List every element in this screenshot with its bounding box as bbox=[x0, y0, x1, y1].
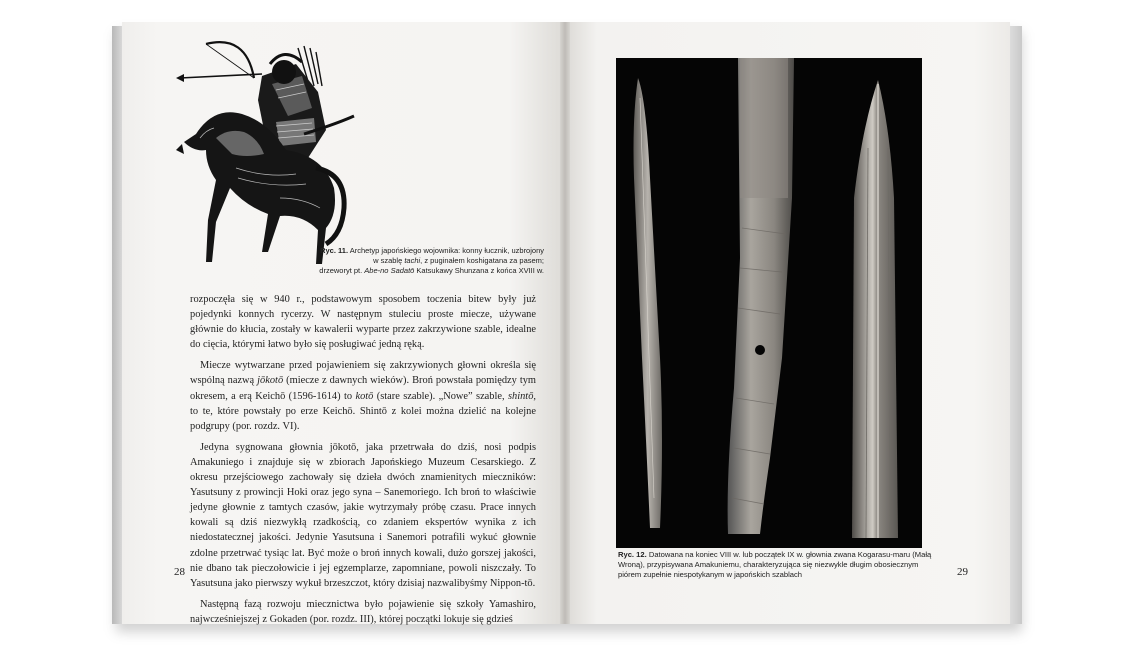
book-gutter bbox=[560, 22, 570, 624]
term-jokoto: jōkotō bbox=[257, 375, 284, 387]
paragraph-2-part-b: (miecze z dawnych wieków). Broń powstała pomiędzy tym okresem, a erą Keichō (1596-1614) to bbox=[190, 375, 536, 402]
left-page-body-text bbox=[190, 292, 536, 633]
figure-11-line3-pre: drzeworyt pt. bbox=[319, 266, 365, 275]
figure-11-caption bbox=[282, 246, 544, 276]
paragraph-2-part-a: Miecze wytwarzane przed pojawieniem się zakrzywionych głowni określa się wspólną nazwą bbox=[190, 360, 536, 387]
paragraph-2-part-d: , to te, które powstały po erze Keichō. Shintō z kolei można dzielić na kolejne podgrupy (por. rozdz. VI). bbox=[190, 390, 536, 432]
figure-11-line3-post: Katsukawy Shunzana z końca XVIII w. bbox=[414, 266, 544, 275]
samurai-woodcut-illustration bbox=[176, 38, 356, 270]
term-shinto: shintō bbox=[507, 390, 534, 402]
paragraph-1: rozpoczęła się w 940 r., podstawowym sposobem toczenia bitew były już pojedynki konnych rycerzy. W następnym stuleciu proste miecze, używane głównie do kłucia, zostały w kawalerii wyparte przez zakrzywione szable, idealne do cięcia, którymi łatwo było się posługiwać jedną ręką. bbox=[190, 294, 536, 351]
sword-blades-photo bbox=[616, 58, 922, 548]
figure-11-line3-em: Abe-no Sadatō bbox=[364, 266, 415, 275]
paragraph-2-part-c: (stare szable). „Nowe” szable, bbox=[373, 390, 508, 402]
paragraph-3: Jedyna sygnowana głownia jōkotō, jaka przetrwała do dziś, nosi podpis Amakuniego i znajduje się w zbiorach Japońskiego Muzeum Cesarskiego. Z okresu przejściowego zachowały się dzieła dwóch znamienitych mieczników: Yasutsuny z prowincji Hoki oraz jego syna – Sanemoriego. Ich broń to właściwie jedyne głownie z tamtych czasów, jakie wytrzymały próbę czasu. Prace innych kowali są dziś niezwykłą rzadkością, co zdaniem ekspertów wynika z ich niedostatecznej jakości. Jedynie Yasutsuna i Sanemori potrafili wykuć głownie zdolne przetrwać tysiąc lat. Być może o broń innych kowali, dużo gorszej jakości, nie dbano tak pieczołowicie i jej egzemplarze, zapomniane, powoli niszczały. To Yasutsuna jako pierwszy wykuł brzeszczot, który dzisiaj nazwalibyśmy Nippon-tō. bbox=[190, 441, 536, 589]
figure-12-label: Ryc. 12. bbox=[618, 550, 647, 559]
figure-12-text: Datowana na koniec VIII w. lub początek IX w. głownia zwana Kogarasu-maru (Małą Wroną), przypisywana Amakuniemu, charakteryzująca się niezwykle długim obosiecznym piórem zupełnie niespotykanym w japońskich szablach bbox=[618, 550, 932, 579]
term-koto: kotō bbox=[355, 390, 374, 402]
figure-11-label: Ryc. 11. bbox=[320, 246, 349, 255]
paragraph-4: Następną fazą rozwoju miecznictwa było pojawienie się szkoły Yamashiro, najwcześniejszej z Gokaden (por. rozdz. III), której początki lokuje się gdzieś bbox=[190, 598, 536, 625]
figure-11-line2-pre: w szablę bbox=[373, 256, 405, 265]
figure-11-line2-em: tachi bbox=[404, 256, 421, 265]
page-number-right: 29 bbox=[957, 566, 968, 578]
page-number-left: 28 bbox=[174, 566, 185, 578]
figure-12-caption bbox=[618, 550, 938, 580]
figure-11-line1: Archetyp japońskiego wojownika: konny łucznik, uzbrojony bbox=[349, 246, 544, 255]
figure-11-line2-post: , z puginałem koshigatana za pasem; bbox=[420, 256, 544, 265]
paragraph-2 bbox=[190, 358, 536, 433]
